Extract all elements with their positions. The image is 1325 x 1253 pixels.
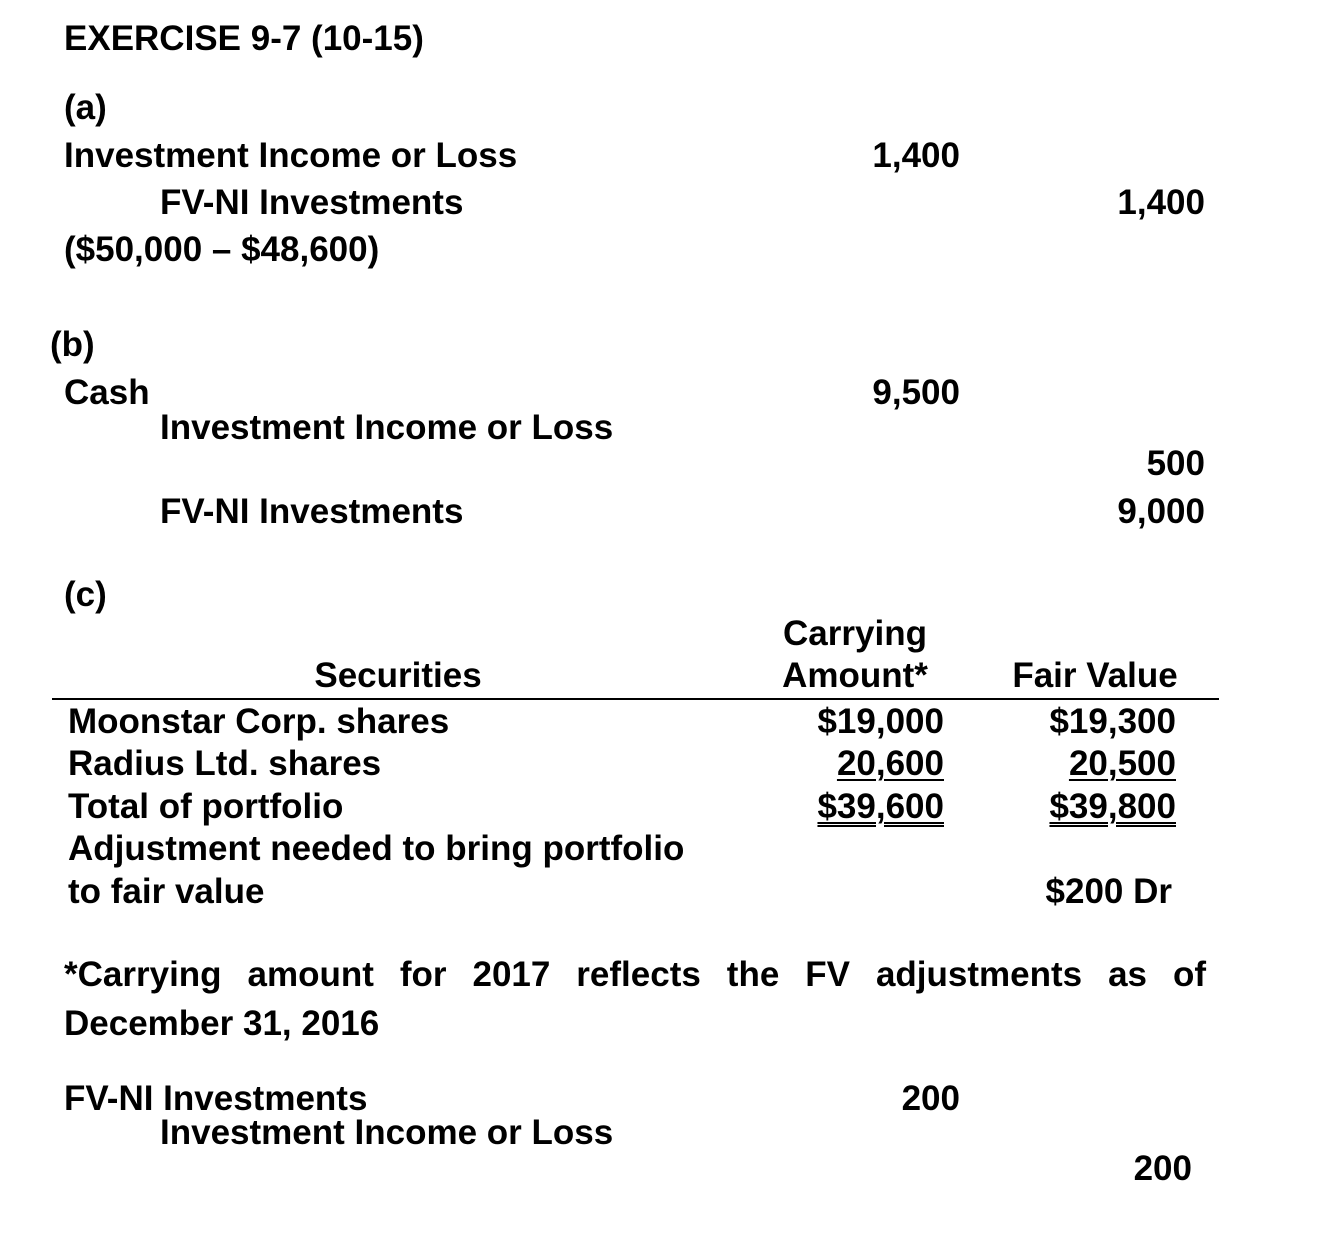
part-b-debit-account: Cash bbox=[64, 373, 150, 412]
adjustment-value: $200 Dr bbox=[1045, 872, 1172, 911]
table-header-rule bbox=[52, 698, 1219, 700]
header-securities: Securities bbox=[314, 656, 482, 695]
table-row-carrying: $19,000 bbox=[817, 702, 944, 741]
part-b-debit-amount: 9,500 bbox=[872, 373, 960, 412]
adjustment-label-line2: to fair value bbox=[68, 872, 265, 911]
header-carrying-line2: Amount* bbox=[782, 656, 928, 695]
table-row-fair-value: $39,800 bbox=[1049, 787, 1176, 826]
table-row-name: Total of portfolio bbox=[68, 787, 344, 826]
part-b-credit-amount-1: 500 bbox=[1146, 444, 1205, 483]
adjustment-label-line1: Adjustment needed to bring portfolio bbox=[68, 829, 685, 868]
entry-credit-account: Investment Income or Loss bbox=[160, 1113, 614, 1152]
table-row-carrying: 20,600 bbox=[836, 744, 944, 783]
entry-debit-amount: 200 bbox=[901, 1079, 960, 1118]
page-title: EXERCISE 9-7 (10-15) bbox=[64, 19, 424, 58]
part-a-debit-account: Investment Income or Loss bbox=[64, 136, 518, 175]
table-row-fair-value: 20,500 bbox=[1068, 744, 1176, 783]
entry-credit-amount: 200 bbox=[1133, 1149, 1192, 1188]
footnote: *Carrying amount for 2017 reflects the FV adjustments as of December 31, 2016 bbox=[64, 955, 1206, 1043]
table-row-fair-value: $19,300 bbox=[1049, 702, 1176, 741]
table-row-name: Radius Ltd. shares bbox=[68, 744, 382, 783]
part-a-credit-amount: 1,400 bbox=[1117, 183, 1205, 222]
table-row-carrying: $39,600 bbox=[817, 787, 944, 826]
part-a-credit-account: FV-NI Investments bbox=[160, 183, 464, 222]
part-a-label: (a) bbox=[64, 88, 107, 127]
part-b-credit-account-1: Investment Income or Loss bbox=[160, 408, 614, 447]
part-a-calculation: ($50,000 – $48,600) bbox=[64, 230, 380, 269]
part-b-label: (b) bbox=[50, 325, 95, 364]
part-b-credit-amount-2: 9,000 bbox=[1117, 492, 1205, 531]
header-fair-value: Fair Value bbox=[1012, 656, 1178, 695]
table-row-name: Moonstar Corp. shares bbox=[68, 702, 450, 741]
entry-debit-account: FV-NI Investments bbox=[64, 1079, 368, 1118]
header-carrying-line1: Carrying bbox=[783, 614, 927, 653]
part-b-credit-account-2: FV-NI Investments bbox=[160, 492, 464, 531]
part-a-debit-amount: 1,400 bbox=[872, 136, 960, 175]
part-c-label: (c) bbox=[64, 575, 107, 614]
